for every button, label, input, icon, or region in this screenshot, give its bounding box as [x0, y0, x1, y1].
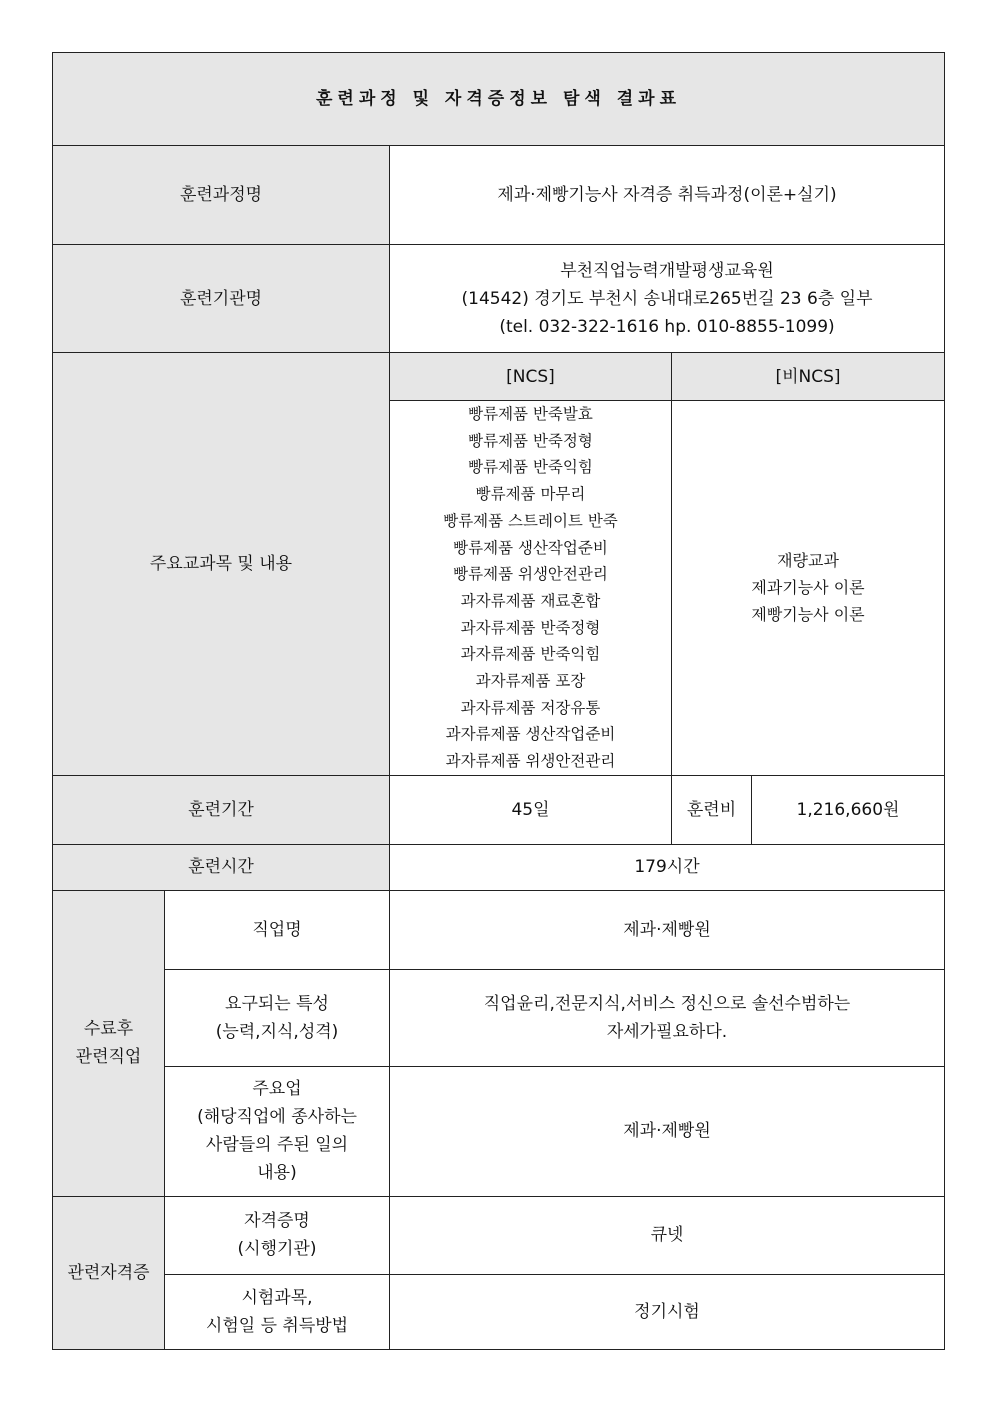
list-item: 빵류제품 반죽익힘 [468, 458, 593, 477]
list-item: 빵류제품 생산작업준비 [453, 538, 608, 557]
subjects-label: 주요교과목 및 내용 [53, 353, 390, 776]
fee-label: 훈련비 [672, 775, 752, 844]
institution-label: 훈련기관명 [53, 245, 390, 353]
certificate-method-value: 정기시험 [390, 1274, 945, 1349]
traits-label-line2: (능력,지식,성격) [215, 1021, 339, 1042]
job-name-label: 직업명 [165, 890, 390, 969]
related-jobs-label-line1: 수료후 [83, 1019, 134, 1040]
list-item: 빵류제품 스트레이트 반죽 [443, 511, 618, 530]
certificate-method-label-line1: 시험과목, [241, 1287, 313, 1308]
institution-address: (14542) 경기도 부천시 송내대로265번길 23 6층 일부 [461, 288, 873, 309]
list-item: 제빵기능사 이론 [751, 605, 865, 625]
duration-value: 45일 [390, 775, 672, 844]
hours-label: 훈련시간 [53, 844, 390, 890]
certificate-name-label-line1: 자격증명 [244, 1211, 310, 1232]
certificate-name-label [165, 1196, 390, 1274]
certificate-method-label [165, 1274, 390, 1349]
duration-label: 훈련기간 [53, 775, 390, 844]
list-item: 과자류제품 재료혼합 [460, 591, 601, 610]
list-item: 과자류제품 포장 [475, 672, 586, 691]
related-jobs-label [53, 890, 165, 1196]
list-item: 재량교과 [777, 551, 839, 571]
ncs-subject-list [390, 401, 672, 776]
fee-value: 1,216,660원 [752, 775, 945, 844]
related-jobs-label-line2: 관련직업 [75, 1047, 142, 1068]
list-item: 과자류제품 생산작업준비 [445, 725, 616, 744]
course-name-value: 제과·제빵기능사 자격증 취득과정(이론+실기) [390, 146, 945, 245]
job-name-value: 제과·제빵원 [390, 890, 945, 969]
duties-label-line2: (해당직업에 종사하는 [197, 1107, 357, 1128]
certificate-method-label-line2: 시험일 등 취득방법 [205, 1315, 349, 1336]
duties-label-line3: 사람들의 주된 일의 [205, 1135, 349, 1156]
traits-value-line2: 자세가필요하다. [606, 1021, 728, 1042]
institution-value [390, 245, 945, 353]
list-item: 과자류제품 저장유통 [460, 698, 601, 717]
page-title: 훈련과정 및 자격증정보 탐색 결과표 [53, 53, 945, 146]
list-item: 빵류제품 위생안전관리 [453, 565, 608, 584]
duties-label-line1: 주요업 [252, 1079, 302, 1100]
course-name-label: 훈련과정명 [53, 146, 390, 245]
certificate-label: 관련자격증 [53, 1196, 165, 1349]
duties-label-line4: 내용) [257, 1163, 297, 1184]
traits-label [165, 969, 390, 1066]
non-ncs-subject-list [672, 401, 945, 776]
list-item: 과자류제품 반죽정형 [460, 618, 601, 637]
traits-label-line1: 요구되는 특성 [225, 993, 329, 1014]
list-item: 과자류제품 위생안전관리 [445, 752, 616, 771]
list-item: 빵류제품 마무리 [475, 485, 586, 504]
list-item: 빵류제품 반죽정형 [468, 431, 593, 450]
traits-value [390, 969, 945, 1066]
ncs-header: [NCS] [390, 353, 672, 401]
result-table [52, 52, 945, 1350]
duties-label [165, 1066, 390, 1196]
result-sheet [52, 52, 944, 1341]
duties-value: 제과·제빵원 [390, 1066, 945, 1196]
institution-name: 부천직업능력개발평생교육원 [560, 260, 774, 281]
certificate-name-value: 큐넷 [390, 1196, 945, 1274]
institution-contact: (tel. 032-322-1616 hp. 010-8855-1099) [499, 316, 835, 337]
list-item: 제과기능사 이론 [751, 578, 865, 598]
list-item: 빵류제품 반죽발효 [468, 405, 593, 423]
hours-value: 179시간 [390, 844, 945, 890]
non-ncs-header: [비NCS] [672, 353, 945, 401]
certificate-name-label-line2: (시행기관) [237, 1239, 317, 1260]
traits-value-line1: 직업윤리,전문지식,서비스 정신으로 솔선수범하는 [483, 993, 851, 1014]
list-item: 과자류제품 반죽익힘 [460, 645, 601, 664]
